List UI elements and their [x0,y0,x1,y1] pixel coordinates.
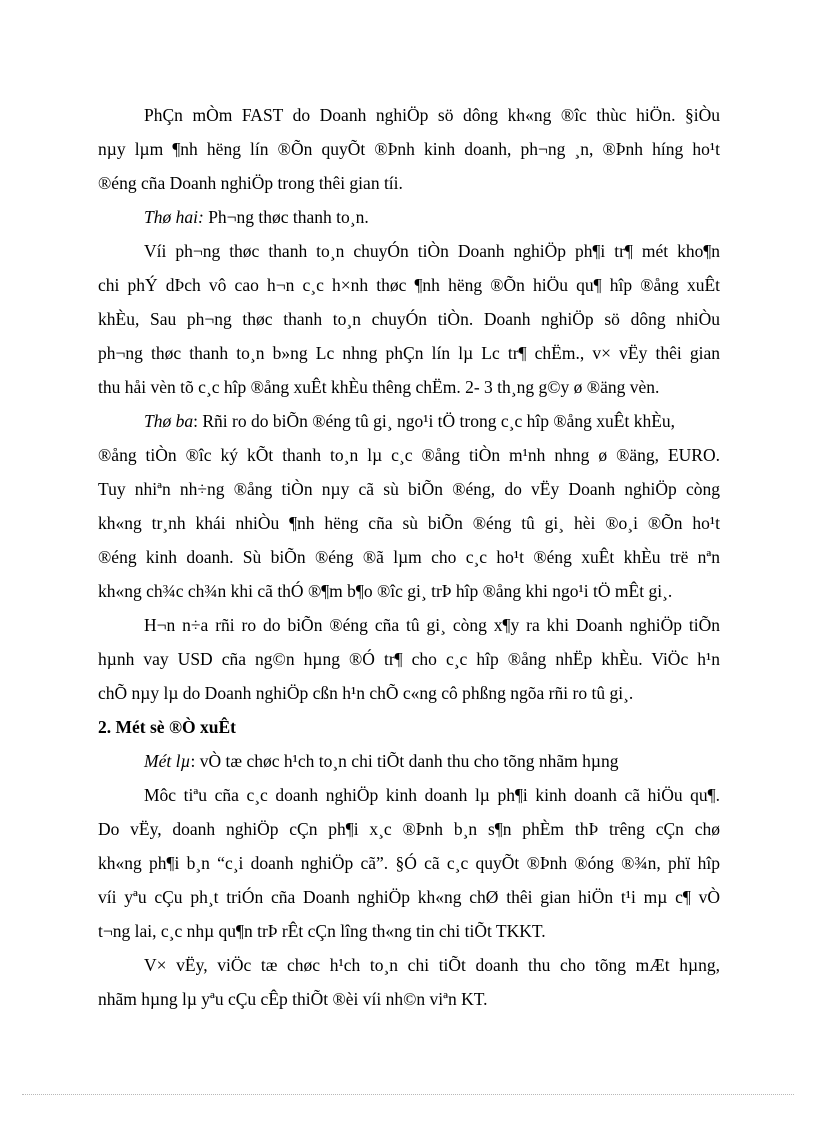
text-line: Víi ph¬ng thøc thanh to¸n chuyÓn tiÒn Doanh nghiÖp ph¶i tr¶ mét kho¶n [144,241,720,261]
text-line: V× vËy, viÖc tæ chøc h¹ch to¸n chi tiÕt doanh thu cho tõng mÆt hµng, [144,955,720,975]
text-line: hµnh vay USD cña ng©n hµng ®Ó tr¶ cho c¸c hîp ®ång nhËp khÈu. ViÖc h¹n [98,649,720,669]
paragraph-7 [98,744,720,778]
text-line [98,200,720,234]
paragraph-3 [98,234,720,404]
text-line: Do vËy, doanh nghiÖp cÇn ph¶i x¸c ®Þnh b¸n s¶n phÈm thÞ trêng cÇn chø [98,819,720,839]
text-line: t¬ng lai, c¸c nhµ qu¶n trÞ rÊt cÇn lîng th«ng tin chi tiÕt TKKT. [98,921,546,941]
text-line: PhÇn mÒm FAST do Doanh nghiÖp sö dông kh«ng ®îc thùc hiÖn. §iÒu [144,105,720,125]
section-heading [98,710,720,744]
text-line: nhãm hµng lµ yªu cÇu cÊp thiÕt ®èi víi nh©n viªn KT. [98,989,488,1009]
text-line: nµy lµm ¶nh hëng lín ®Õn quyÕt ®Þnh kinh doanh, ph¬ng ¸n, ®Þnh híng ho¹t [98,139,720,159]
footer-divider [22,1094,794,1095]
paragraph-4 [98,404,720,608]
text-line [98,404,720,438]
paragraph-8 [98,778,720,948]
text-line: H¬n n÷a rñi ro do biÕn ®éng cña tû gi¸ còng x¶y ra khi Doanh nghiÖp tiÕn [144,615,720,635]
paragraph-9 [98,948,720,1016]
text-line: thu håi vèn tõ c¸c hîp ®ång xuÊt khÈu thêng chËm. 2- 3 th¸ng g©y ø ®äng vèn. [98,377,660,397]
paragraph-5 [98,608,720,710]
text-line: ®ång tiÒn ®îc ký kÕt thanh to¸n lµ c¸c ®ång tiÒn m¹nh nhng ø ®äng, EURO. [98,445,720,465]
text-line: khÈu, Sau ph¬ng thøc thanh to¸n chuyÓn tiÒn. Doanh nghiÖp sö dông nhiÒu [98,309,720,329]
text-line: kh«ng ph¶i b¸n “c¸i doanh nghiÖp cã”. §Ó cã c¸c quyÕt ®Þnh ®óng ®¾n, phï hîp [98,853,720,873]
heading-text: 2. Mét sè ®Ò xuÊt [98,717,236,737]
text-line: chÕ nµy lµ do Doanh nghiÖp cßn h¹n chÕ c«ng cô phßng ngõa rñi ro tû gi¸. [98,683,634,703]
text-line: Môc tiªu cña c¸c doanh nghiÖp kinh doanh lµ ph¶i kinh doanh cã hiÖu qu¶. [144,785,720,805]
text-line [98,744,720,778]
text-line: ®éng cña Doanh nghiÖp trong thêi gian tíi. [98,173,403,193]
text-line: kh«ng ch¾c ch¾n khi cã thÓ ®¶m b¶o ®îc gi¸ trÞ hîp ®ång khi ngo¹i tÖ mÊt gi¸. [98,581,673,601]
text-line: Tuy nhiªn nh÷ng ®ång tiÒn nµy cã sù biÕn ®éng, do vËy Doanh nghiÖp còng [98,479,720,499]
paragraph-label: Mét lµ [144,751,191,771]
text-line: ®éng kinh doanh. Sù biÕn ®éng ®ã lµm cho c¸c ho¹t ®éng xuÊt khÈu trë nªn [98,547,720,567]
text-line: kh«ng tr¸nh khái nhiÒu ¶nh hëng cña sù biÕn ®éng tû gi¸ hèi ®o¸i ®Õn ho¹t [98,513,720,533]
paragraph-2 [98,200,720,234]
text-line: víi yªu cÇu ph¸t triÓn cña Doanh nghiÖp kh«ng chØ thêi gian hiÖn t¹i mµ c¶ vÒ [98,887,720,907]
paragraph-label: Thø hai: [144,207,204,227]
text-segment: Ph¬ng thøc thanh to¸n. [203,207,369,227]
paragraph-1 [98,98,720,200]
text-segment: : vÒ tæ chøc h¹ch to¸n chi tiÕt danh thu cho tõng nhãm hµng [190,751,619,771]
text-line: ph¬ng thøc thanh to¸n b»ng Lc nhng phÇn lín lµ Lc tr¶ chËm., v× vËy thêi gian [98,343,720,363]
paragraph-label: Thø ba [144,411,194,431]
text-segment: : Rñi ro do biÕn ®éng tû gi¸ ngo¹i tÖ trong c¸c hîp ®ång xuÊt khÈu, [193,411,676,431]
text-line: chi phÝ dÞch vô cao h¬n c¸c h×nh thøc ¶nh hëng ®Õn hiÖu qu¶ hîp ®ång xuÊt [98,275,720,295]
